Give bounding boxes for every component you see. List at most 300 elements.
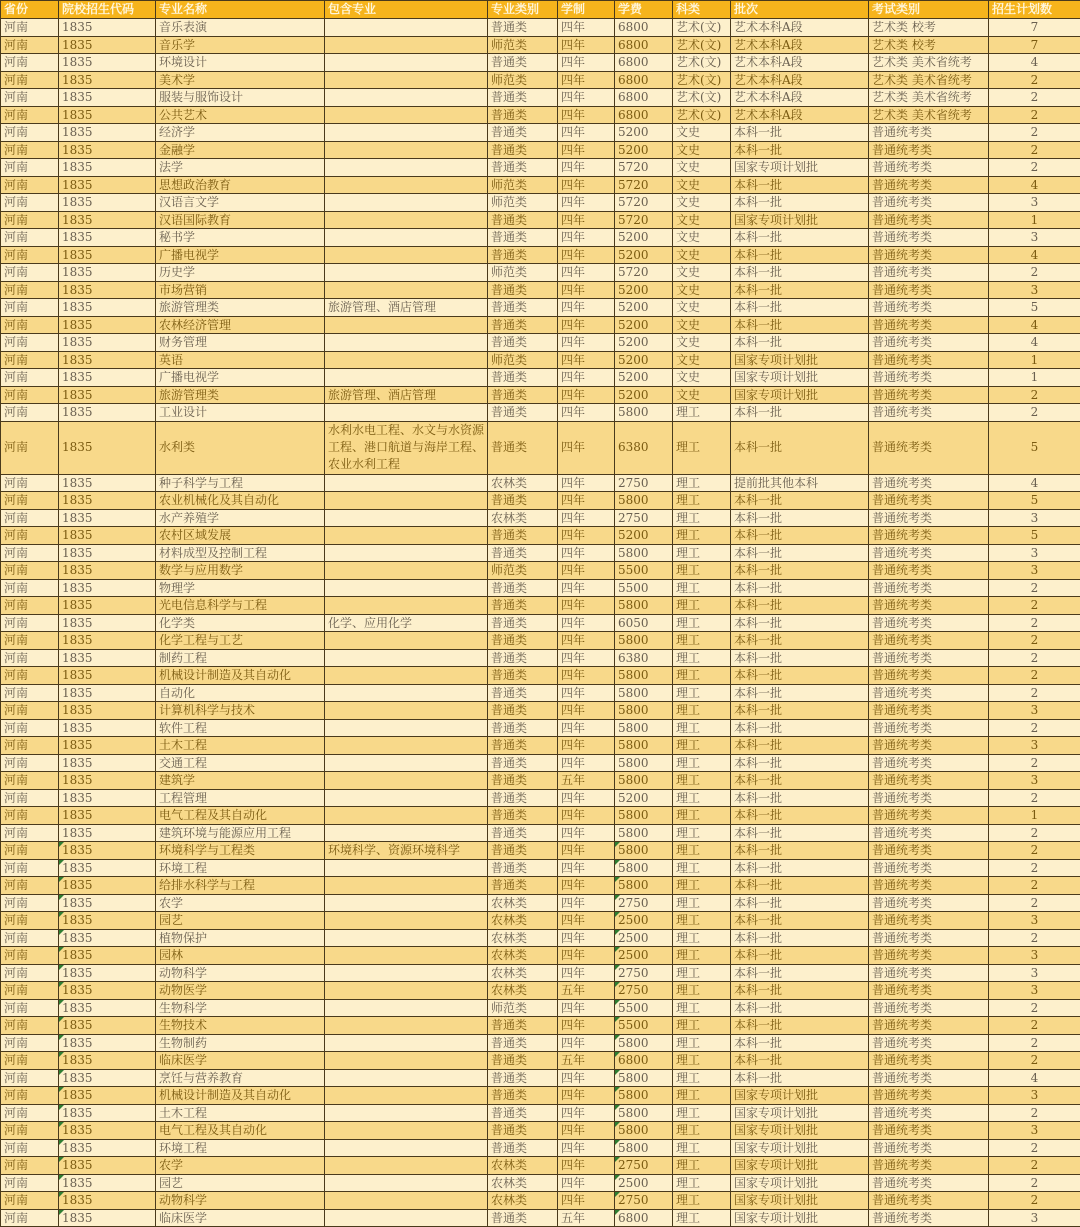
cell-major-category[interactable]: 普通类 xyxy=(488,684,558,702)
cell-province[interactable]: 河南 xyxy=(1,194,59,212)
cell-tuition[interactable]: 5720 xyxy=(615,211,673,229)
cell-included-majors[interactable] xyxy=(325,281,488,299)
table-row[interactable] xyxy=(1,912,1080,930)
cell-major-category[interactable]: 普通类 xyxy=(488,159,558,177)
cell-major-category[interactable]: 普通类 xyxy=(488,579,558,597)
cell-major-category[interactable]: 师范类 xyxy=(488,71,558,89)
cell-major-name[interactable]: 水产养殖学 xyxy=(156,509,325,527)
cell-enrollment-count[interactable]: 3 xyxy=(989,912,1080,930)
column-header-enrollment-count[interactable]: 招生计划数 xyxy=(989,1,1080,19)
cell-included-majors[interactable]: 旅游管理、酒店管理 xyxy=(325,299,488,317)
cell-province[interactable]: 河南 xyxy=(1,1069,59,1087)
cell-admission-batch[interactable]: 本科一批 xyxy=(731,1034,869,1052)
cell-duration[interactable]: 四年 xyxy=(558,719,615,737)
cell-enrollment-count[interactable]: 2 xyxy=(989,124,1080,142)
cell-included-majors[interactable] xyxy=(325,632,488,650)
cell-enrollment-count[interactable]: 4 xyxy=(989,54,1080,72)
cell-subject-category[interactable]: 艺术(文) xyxy=(673,54,731,72)
cell-admission-batch[interactable]: 本科一批 xyxy=(731,579,869,597)
cell-included-majors[interactable] xyxy=(325,1192,488,1210)
cell-tuition[interactable]: 5800 xyxy=(615,859,673,877)
cell-included-majors[interactable] xyxy=(325,702,488,720)
cell-tuition[interactable]: 5800 xyxy=(615,737,673,755)
cell-school-code[interactable]: 1835 xyxy=(59,54,156,72)
cell-school-code[interactable]: 1835 xyxy=(59,1157,156,1175)
cell-tuition[interactable]: 5800 xyxy=(615,667,673,685)
cell-enrollment-count[interactable]: 1 xyxy=(989,211,1080,229)
cell-enrollment-count[interactable]: 2 xyxy=(989,1017,1080,1035)
cell-major-category[interactable]: 农林类 xyxy=(488,964,558,982)
cell-exam-category[interactable]: 普通统考类 xyxy=(869,1157,989,1175)
cell-included-majors[interactable] xyxy=(325,71,488,89)
cell-admission-batch[interactable]: 本科一批 xyxy=(731,947,869,965)
cell-province[interactable]: 河南 xyxy=(1,474,59,492)
cell-exam-category[interactable]: 普通统考类 xyxy=(869,859,989,877)
cell-enrollment-count[interactable]: 2 xyxy=(989,579,1080,597)
cell-enrollment-count[interactable]: 3 xyxy=(989,281,1080,299)
column-header-major-name[interactable]: 专业名称 xyxy=(156,1,325,19)
cell-subject-category[interactable]: 理工 xyxy=(673,894,731,912)
cell-enrollment-count[interactable]: 2 xyxy=(989,404,1080,422)
cell-enrollment-count[interactable]: 1 xyxy=(989,369,1080,387)
cell-subject-category[interactable]: 理工 xyxy=(673,772,731,790)
cell-school-code[interactable]: 1835 xyxy=(59,229,156,247)
cell-school-code[interactable]: 1835 xyxy=(59,351,156,369)
cell-admission-batch[interactable]: 本科一批 xyxy=(731,299,869,317)
cell-tuition[interactable]: 5200 xyxy=(615,229,673,247)
cell-province[interactable]: 河南 xyxy=(1,404,59,422)
cell-subject-category[interactable]: 理工 xyxy=(673,1122,731,1140)
cell-province[interactable]: 河南 xyxy=(1,807,59,825)
cell-subject-category[interactable]: 文史 xyxy=(673,386,731,404)
cell-exam-category[interactable]: 普通统考类 xyxy=(869,579,989,597)
cell-tuition[interactable]: 5200 xyxy=(615,334,673,352)
cell-major-category[interactable]: 普通类 xyxy=(488,789,558,807)
cell-exam-category[interactable]: 普通统考类 xyxy=(869,1192,989,1210)
table-row[interactable] xyxy=(1,1052,1080,1070)
cell-major-name[interactable]: 思想政治教育 xyxy=(156,176,325,194)
cell-school-code[interactable]: 1835 xyxy=(59,421,156,474)
cell-duration[interactable]: 五年 xyxy=(558,1052,615,1070)
cell-included-majors[interactable] xyxy=(325,877,488,895)
cell-school-code[interactable]: 1835 xyxy=(59,1139,156,1157)
cell-admission-batch[interactable]: 国家专项计划批 xyxy=(731,1157,869,1175)
cell-province[interactable]: 河南 xyxy=(1,124,59,142)
table-row[interactable] xyxy=(1,737,1080,755)
cell-tuition[interactable]: 6800 xyxy=(615,36,673,54)
cell-tuition[interactable]: 5720 xyxy=(615,194,673,212)
cell-included-majors[interactable]: 化学、应用化学 xyxy=(325,614,488,632)
cell-province[interactable]: 河南 xyxy=(1,754,59,772)
cell-tuition[interactable]: 2750 xyxy=(615,509,673,527)
cell-duration[interactable]: 四年 xyxy=(558,894,615,912)
cell-enrollment-count[interactable]: 2 xyxy=(989,667,1080,685)
cell-included-majors[interactable] xyxy=(325,176,488,194)
cell-major-name[interactable]: 建筑环境与能源应用工程 xyxy=(156,824,325,842)
cell-major-category[interactable]: 普通类 xyxy=(488,614,558,632)
cell-admission-batch[interactable]: 本科一批 xyxy=(731,1017,869,1035)
cell-province[interactable]: 河南 xyxy=(1,737,59,755)
cell-duration[interactable]: 五年 xyxy=(558,772,615,790)
cell-duration[interactable]: 四年 xyxy=(558,106,615,124)
cell-major-category[interactable]: 普通类 xyxy=(488,737,558,755)
cell-enrollment-count[interactable]: 2 xyxy=(989,106,1080,124)
table-row[interactable] xyxy=(1,299,1080,317)
cell-exam-category[interactable]: 普通统考类 xyxy=(869,404,989,422)
cell-duration[interactable]: 四年 xyxy=(558,562,615,580)
cell-subject-category[interactable]: 理工 xyxy=(673,544,731,562)
cell-duration[interactable]: 四年 xyxy=(558,386,615,404)
cell-major-name[interactable]: 材料成型及控制工程 xyxy=(156,544,325,562)
cell-province[interactable]: 河南 xyxy=(1,982,59,1000)
cell-exam-category[interactable]: 普通统考类 xyxy=(869,544,989,562)
cell-subject-category[interactable]: 理工 xyxy=(673,1157,731,1175)
cell-major-name[interactable]: 音乐表演 xyxy=(156,19,325,37)
cell-major-category[interactable]: 农林类 xyxy=(488,894,558,912)
cell-school-code[interactable]: 1835 xyxy=(59,474,156,492)
cell-included-majors[interactable] xyxy=(325,54,488,72)
cell-school-code[interactable]: 1835 xyxy=(59,1069,156,1087)
cell-subject-category[interactable]: 理工 xyxy=(673,509,731,527)
cell-duration[interactable]: 四年 xyxy=(558,19,615,37)
cell-enrollment-count[interactable]: 3 xyxy=(989,229,1080,247)
cell-tuition[interactable]: 6800 xyxy=(615,106,673,124)
cell-major-name[interactable]: 秘书学 xyxy=(156,229,325,247)
cell-duration[interactable]: 四年 xyxy=(558,684,615,702)
cell-duration[interactable]: 四年 xyxy=(558,1192,615,1210)
cell-included-majors[interactable] xyxy=(325,211,488,229)
cell-school-code[interactable]: 1835 xyxy=(59,299,156,317)
cell-subject-category[interactable]: 理工 xyxy=(673,527,731,545)
cell-admission-batch[interactable]: 国家专项计划批 xyxy=(731,211,869,229)
table-row[interactable] xyxy=(1,824,1080,842)
cell-enrollment-count[interactable]: 5 xyxy=(989,421,1080,474)
cell-exam-category[interactable]: 普通统考类 xyxy=(869,807,989,825)
cell-major-name[interactable]: 种子科学与工程 xyxy=(156,474,325,492)
cell-major-category[interactable]: 普通类 xyxy=(488,842,558,860)
cell-duration[interactable]: 四年 xyxy=(558,1139,615,1157)
cell-province[interactable]: 河南 xyxy=(1,281,59,299)
cell-included-majors[interactable] xyxy=(325,1157,488,1175)
cell-major-name[interactable]: 机械设计制造及其自动化 xyxy=(156,667,325,685)
cell-tuition[interactable]: 5200 xyxy=(615,789,673,807)
cell-enrollment-count[interactable]: 2 xyxy=(989,649,1080,667)
cell-enrollment-count[interactable]: 2 xyxy=(989,264,1080,282)
cell-major-category[interactable]: 普通类 xyxy=(488,1017,558,1035)
cell-province[interactable]: 河南 xyxy=(1,386,59,404)
cell-enrollment-count[interactable]: 5 xyxy=(989,527,1080,545)
table-row[interactable] xyxy=(1,1139,1080,1157)
cell-major-category[interactable]: 普通类 xyxy=(488,754,558,772)
cell-included-majors[interactable]: 水利水电工程、水文与水资源工程、港口航道与海岸工程、农业水利工程 xyxy=(325,421,488,474)
cell-major-name[interactable]: 临床医学 xyxy=(156,1209,325,1227)
cell-duration[interactable]: 四年 xyxy=(558,159,615,177)
cell-included-majors[interactable] xyxy=(325,1122,488,1140)
cell-enrollment-count[interactable]: 2 xyxy=(989,859,1080,877)
cell-major-name[interactable]: 电气工程及其自动化 xyxy=(156,1122,325,1140)
cell-tuition[interactable]: 5800 xyxy=(615,1139,673,1157)
cell-tuition[interactable]: 5200 xyxy=(615,141,673,159)
cell-school-code[interactable]: 1835 xyxy=(59,386,156,404)
cell-exam-category[interactable]: 普通统考类 xyxy=(869,754,989,772)
column-header-tuition[interactable]: 学费 xyxy=(615,1,673,19)
cell-school-code[interactable]: 1835 xyxy=(59,211,156,229)
cell-major-name[interactable]: 生物技术 xyxy=(156,1017,325,1035)
cell-major-name[interactable]: 环境设计 xyxy=(156,54,325,72)
cell-enrollment-count[interactable]: 3 xyxy=(989,544,1080,562)
cell-exam-category[interactable]: 普通统考类 xyxy=(869,1052,989,1070)
cell-school-code[interactable]: 1835 xyxy=(59,1052,156,1070)
cell-duration[interactable]: 四年 xyxy=(558,124,615,142)
cell-tuition[interactable]: 6800 xyxy=(615,54,673,72)
table-row[interactable] xyxy=(1,421,1080,474)
cell-duration[interactable]: 四年 xyxy=(558,89,615,107)
table-row[interactable] xyxy=(1,632,1080,650)
cell-admission-batch[interactable]: 本科一批 xyxy=(731,176,869,194)
cell-major-name[interactable]: 历史学 xyxy=(156,264,325,282)
cell-major-name[interactable]: 动物科学 xyxy=(156,964,325,982)
cell-included-majors[interactable] xyxy=(325,772,488,790)
cell-subject-category[interactable]: 理工 xyxy=(673,1192,731,1210)
cell-province[interactable]: 河南 xyxy=(1,351,59,369)
cell-exam-category[interactable]: 普通统考类 xyxy=(869,316,989,334)
cell-province[interactable]: 河南 xyxy=(1,334,59,352)
cell-subject-category[interactable]: 文史 xyxy=(673,246,731,264)
table-row[interactable] xyxy=(1,71,1080,89)
cell-admission-batch[interactable]: 本科一批 xyxy=(731,649,869,667)
cell-tuition[interactable]: 5500 xyxy=(615,562,673,580)
cell-tuition[interactable]: 2750 xyxy=(615,474,673,492)
cell-exam-category[interactable]: 普通统考类 xyxy=(869,246,989,264)
cell-exam-category[interactable]: 普通统考类 xyxy=(869,509,989,527)
cell-duration[interactable]: 四年 xyxy=(558,1157,615,1175)
cell-subject-category[interactable]: 文史 xyxy=(673,159,731,177)
cell-tuition[interactable]: 2500 xyxy=(615,1174,673,1192)
cell-subject-category[interactable]: 理工 xyxy=(673,702,731,720)
cell-exam-category[interactable]: 普通统考类 xyxy=(869,264,989,282)
cell-included-majors[interactable] xyxy=(325,999,488,1017)
cell-province[interactable]: 河南 xyxy=(1,894,59,912)
cell-major-name[interactable]: 广播电视学 xyxy=(156,369,325,387)
cell-major-name[interactable]: 水利类 xyxy=(156,421,325,474)
cell-duration[interactable]: 四年 xyxy=(558,544,615,562)
cell-school-code[interactable]: 1835 xyxy=(59,982,156,1000)
cell-exam-category[interactable]: 普通统考类 xyxy=(869,527,989,545)
cell-school-code[interactable]: 1835 xyxy=(59,667,156,685)
cell-subject-category[interactable]: 理工 xyxy=(673,859,731,877)
cell-tuition[interactable]: 5200 xyxy=(615,386,673,404)
cell-admission-batch[interactable]: 国家专项计划批 xyxy=(731,159,869,177)
table-row[interactable] xyxy=(1,579,1080,597)
cell-major-category[interactable]: 农林类 xyxy=(488,474,558,492)
cell-subject-category[interactable]: 文史 xyxy=(673,334,731,352)
cell-subject-category[interactable]: 理工 xyxy=(673,807,731,825)
cell-admission-batch[interactable]: 本科一批 xyxy=(731,194,869,212)
cell-admission-batch[interactable]: 本科一批 xyxy=(731,912,869,930)
cell-province[interactable]: 河南 xyxy=(1,929,59,947)
cell-exam-category[interactable]: 普通统考类 xyxy=(869,211,989,229)
cell-admission-batch[interactable]: 国家专项计划批 xyxy=(731,1192,869,1210)
cell-school-code[interactable]: 1835 xyxy=(59,1122,156,1140)
cell-enrollment-count[interactable]: 2 xyxy=(989,1104,1080,1122)
cell-duration[interactable]: 四年 xyxy=(558,649,615,667)
cell-admission-batch[interactable]: 本科一批 xyxy=(731,877,869,895)
cell-enrollment-count[interactable]: 2 xyxy=(989,632,1080,650)
cell-admission-batch[interactable]: 国家专项计划批 xyxy=(731,369,869,387)
cell-tuition[interactable]: 5800 xyxy=(615,824,673,842)
cell-major-name[interactable]: 农学 xyxy=(156,1157,325,1175)
cell-duration[interactable]: 四年 xyxy=(558,824,615,842)
cell-province[interactable]: 河南 xyxy=(1,912,59,930)
cell-tuition[interactable]: 5800 xyxy=(615,772,673,790)
cell-exam-category[interactable]: 普通统考类 xyxy=(869,999,989,1017)
cell-tuition[interactable]: 5800 xyxy=(615,1034,673,1052)
cell-tuition[interactable]: 5200 xyxy=(615,124,673,142)
cell-admission-batch[interactable]: 本科一批 xyxy=(731,492,869,510)
table-row[interactable] xyxy=(1,89,1080,107)
cell-major-name[interactable]: 计算机科学与技术 xyxy=(156,702,325,720)
cell-tuition[interactable]: 5800 xyxy=(615,754,673,772)
cell-province[interactable]: 河南 xyxy=(1,89,59,107)
cell-exam-category[interactable]: 普通统考类 xyxy=(869,1087,989,1105)
cell-duration[interactable]: 四年 xyxy=(558,842,615,860)
cell-duration[interactable]: 四年 xyxy=(558,947,615,965)
cell-school-code[interactable]: 1835 xyxy=(59,36,156,54)
cell-province[interactable]: 河南 xyxy=(1,1209,59,1227)
cell-province[interactable]: 河南 xyxy=(1,1122,59,1140)
cell-enrollment-count[interactable]: 2 xyxy=(989,789,1080,807)
cell-enrollment-count[interactable]: 3 xyxy=(989,1122,1080,1140)
cell-enrollment-count[interactable]: 2 xyxy=(989,71,1080,89)
cell-included-majors[interactable] xyxy=(325,492,488,510)
cell-exam-category[interactable]: 普通统考类 xyxy=(869,334,989,352)
cell-school-code[interactable]: 1835 xyxy=(59,176,156,194)
cell-school-code[interactable]: 1835 xyxy=(59,789,156,807)
cell-tuition[interactable]: 5200 xyxy=(615,316,673,334)
cell-tuition[interactable]: 2750 xyxy=(615,1157,673,1175)
cell-school-code[interactable]: 1835 xyxy=(59,281,156,299)
cell-subject-category[interactable]: 文史 xyxy=(673,369,731,387)
cell-included-majors[interactable] xyxy=(325,264,488,282)
cell-enrollment-count[interactable]: 7 xyxy=(989,19,1080,37)
cell-included-majors[interactable] xyxy=(325,562,488,580)
cell-tuition[interactable]: 5800 xyxy=(615,877,673,895)
cell-tuition[interactable]: 5800 xyxy=(615,719,673,737)
cell-major-name[interactable]: 英语 xyxy=(156,351,325,369)
cell-enrollment-count[interactable]: 2 xyxy=(989,614,1080,632)
cell-province[interactable]: 河南 xyxy=(1,1157,59,1175)
column-header-school-code[interactable]: 院校招生代码 xyxy=(59,1,156,19)
cell-subject-category[interactable]: 艺术(文) xyxy=(673,106,731,124)
cell-admission-batch[interactable]: 本科一批 xyxy=(731,316,869,334)
cell-duration[interactable]: 四年 xyxy=(558,334,615,352)
cell-exam-category[interactable]: 普通统考类 xyxy=(869,684,989,702)
table-row[interactable] xyxy=(1,1034,1080,1052)
cell-duration[interactable]: 四年 xyxy=(558,912,615,930)
cell-subject-category[interactable]: 理工 xyxy=(673,421,731,474)
cell-province[interactable]: 河南 xyxy=(1,842,59,860)
cell-subject-category[interactable]: 理工 xyxy=(673,1087,731,1105)
column-header-included-majors[interactable]: 包含专业 xyxy=(325,1,488,19)
cell-duration[interactable]: 四年 xyxy=(558,404,615,422)
cell-admission-batch[interactable]: 国家专项计划批 xyxy=(731,1104,869,1122)
cell-enrollment-count[interactable]: 4 xyxy=(989,246,1080,264)
cell-admission-batch[interactable]: 本科一批 xyxy=(731,544,869,562)
cell-province[interactable]: 河南 xyxy=(1,702,59,720)
cell-major-category[interactable]: 师范类 xyxy=(488,999,558,1017)
cell-tuition[interactable]: 5720 xyxy=(615,264,673,282)
cell-admission-batch[interactable]: 本科一批 xyxy=(731,754,869,772)
cell-included-majors[interactable] xyxy=(325,754,488,772)
cell-province[interactable]: 河南 xyxy=(1,1192,59,1210)
cell-subject-category[interactable]: 文史 xyxy=(673,229,731,247)
cell-major-category[interactable]: 农林类 xyxy=(488,1174,558,1192)
cell-subject-category[interactable]: 文史 xyxy=(673,316,731,334)
cell-major-name[interactable]: 工业设计 xyxy=(156,404,325,422)
cell-included-majors[interactable]: 环境科学、资源环境科学 xyxy=(325,842,488,860)
cell-tuition[interactable]: 2750 xyxy=(615,1192,673,1210)
cell-exam-category[interactable]: 普通统考类 xyxy=(869,702,989,720)
cell-major-category[interactable]: 普通类 xyxy=(488,702,558,720)
cell-subject-category[interactable]: 理工 xyxy=(673,492,731,510)
cell-tuition[interactable]: 5500 xyxy=(615,579,673,597)
cell-school-code[interactable]: 1835 xyxy=(59,719,156,737)
cell-enrollment-count[interactable]: 3 xyxy=(989,509,1080,527)
cell-enrollment-count[interactable]: 2 xyxy=(989,386,1080,404)
table-row[interactable] xyxy=(1,702,1080,720)
cell-province[interactable]: 河南 xyxy=(1,667,59,685)
cell-school-code[interactable]: 1835 xyxy=(59,334,156,352)
cell-major-name[interactable]: 临床医学 xyxy=(156,1052,325,1070)
cell-subject-category[interactable]: 理工 xyxy=(673,614,731,632)
cell-major-category[interactable]: 普通类 xyxy=(488,807,558,825)
cell-duration[interactable]: 四年 xyxy=(558,789,615,807)
cell-admission-batch[interactable]: 艺术本科A段 xyxy=(731,36,869,54)
table-row[interactable] xyxy=(1,211,1080,229)
cell-exam-category[interactable]: 普通统考类 xyxy=(869,614,989,632)
table-row[interactable] xyxy=(1,264,1080,282)
cell-major-category[interactable]: 普通类 xyxy=(488,1034,558,1052)
cell-tuition[interactable]: 6050 xyxy=(615,614,673,632)
cell-province[interactable]: 河南 xyxy=(1,36,59,54)
cell-major-name[interactable]: 软件工程 xyxy=(156,719,325,737)
cell-school-code[interactable]: 1835 xyxy=(59,1192,156,1210)
cell-subject-category[interactable]: 理工 xyxy=(673,1104,731,1122)
cell-included-majors[interactable] xyxy=(325,947,488,965)
cell-enrollment-count[interactable]: 4 xyxy=(989,334,1080,352)
cell-major-category[interactable]: 普通类 xyxy=(488,124,558,142)
table-row[interactable] xyxy=(1,649,1080,667)
cell-tuition[interactable]: 5800 xyxy=(615,404,673,422)
table-row[interactable] xyxy=(1,894,1080,912)
cell-included-majors[interactable] xyxy=(325,964,488,982)
cell-major-name[interactable]: 农学 xyxy=(156,894,325,912)
cell-exam-category[interactable]: 普通统考类 xyxy=(869,369,989,387)
cell-school-code[interactable]: 1835 xyxy=(59,1017,156,1035)
cell-school-code[interactable]: 1835 xyxy=(59,106,156,124)
cell-major-category[interactable]: 普通类 xyxy=(488,649,558,667)
table-row[interactable] xyxy=(1,492,1080,510)
cell-included-majors[interactable] xyxy=(325,929,488,947)
cell-included-majors[interactable] xyxy=(325,316,488,334)
table-row[interactable] xyxy=(1,106,1080,124)
cell-admission-batch[interactable]: 本科一批 xyxy=(731,404,869,422)
cell-tuition[interactable]: 5800 xyxy=(615,684,673,702)
cell-included-majors[interactable] xyxy=(325,106,488,124)
cell-admission-batch[interactable]: 艺术本科A段 xyxy=(731,19,869,37)
cell-duration[interactable]: 四年 xyxy=(558,71,615,89)
cell-major-name[interactable]: 制药工程 xyxy=(156,649,325,667)
